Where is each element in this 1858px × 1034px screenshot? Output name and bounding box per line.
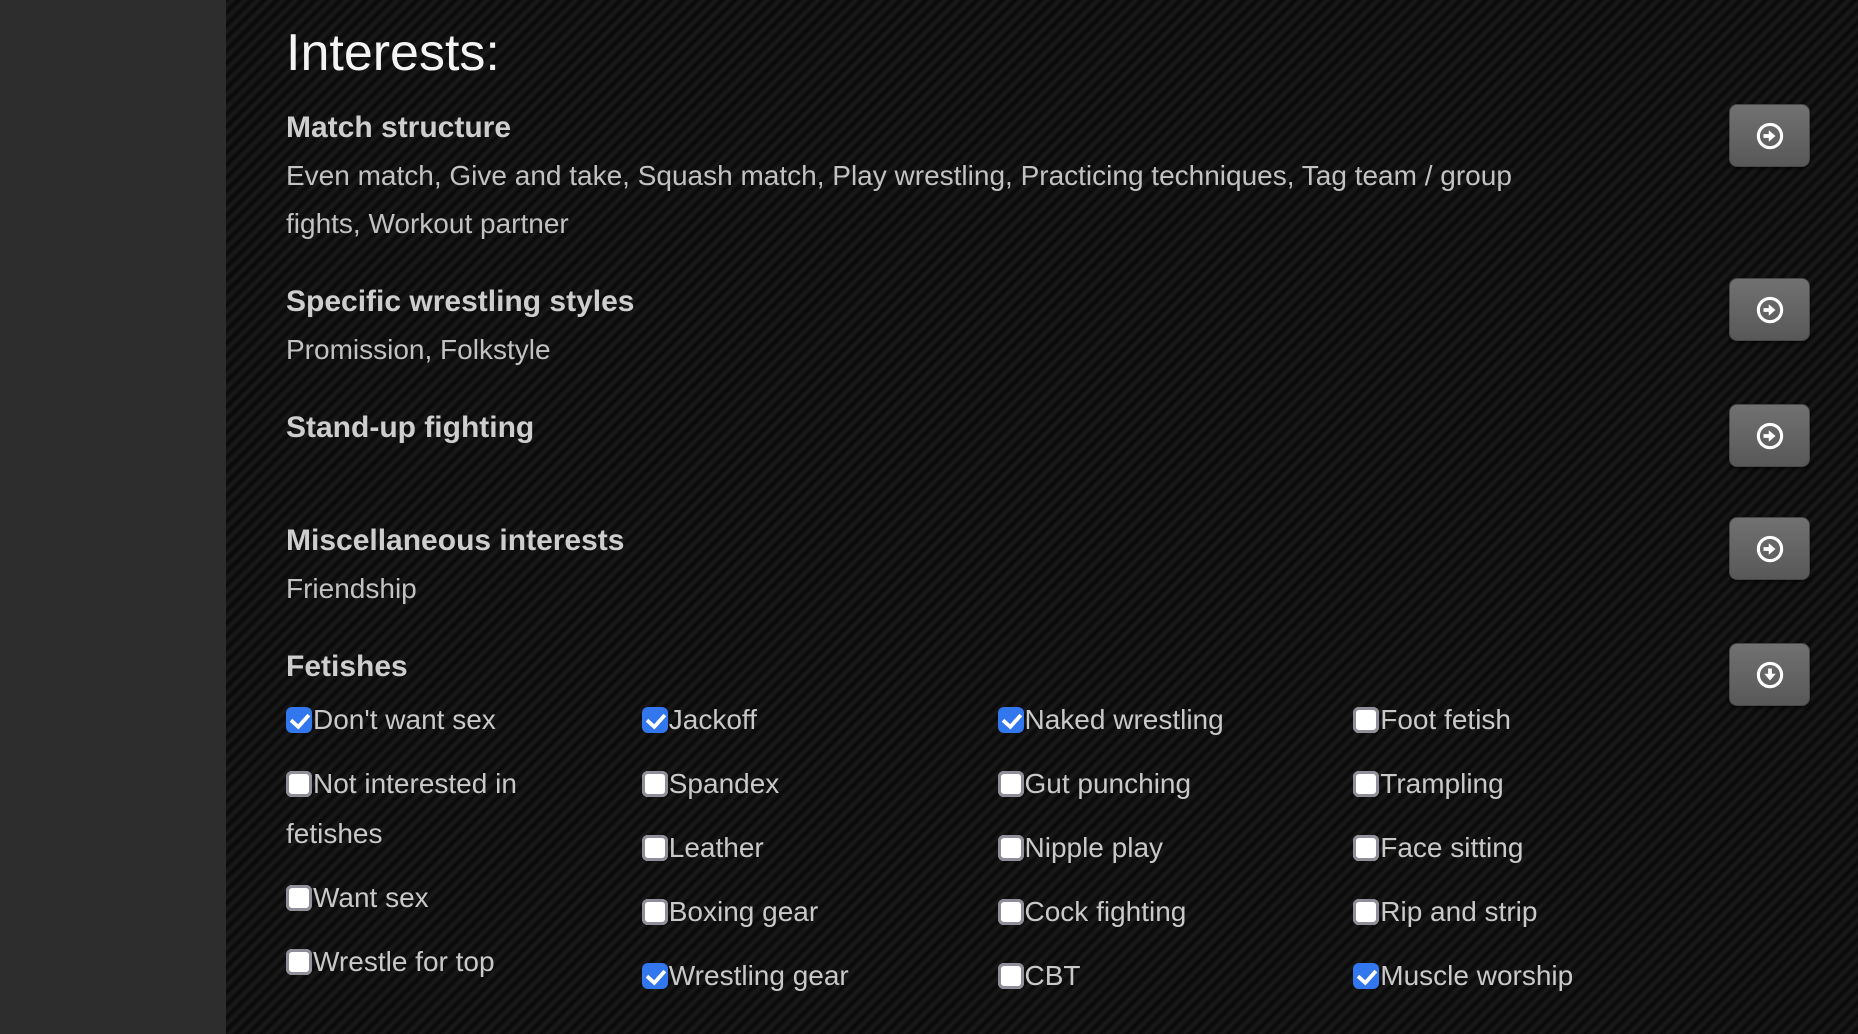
checkbox-column-1	[286, 695, 642, 1015]
fetish-option-rip-and-strip[interactable]	[1353, 887, 1669, 937]
checkbox-icon[interactable]	[642, 835, 668, 861]
checkbox-icon[interactable]	[642, 771, 668, 797]
checkbox-icon[interactable]	[642, 707, 668, 733]
fetish-option-want-sex[interactable]	[286, 873, 602, 923]
checkbox-label: Rip and strip	[1380, 896, 1538, 927]
fetish-option-gut-punching[interactable]	[998, 759, 1314, 809]
fetish-option-trampling[interactable]	[1353, 759, 1669, 809]
section-description: Friendship	[286, 573, 417, 604]
checkbox-label: Wrestling gear	[668, 960, 849, 991]
section-title: Miscellaneous interests	[286, 524, 625, 557]
section-specific-wrestling-styles	[286, 278, 1810, 374]
checkbox-icon[interactable]	[1353, 835, 1379, 861]
checkbox-label: Foot fetish	[1380, 704, 1511, 735]
section-title: Stand-up fighting	[286, 411, 535, 444]
checkbox-label: Not interested in fetishes	[286, 768, 517, 849]
section-title: Fetishes	[286, 650, 408, 683]
checkbox-column-4	[1353, 695, 1709, 1015]
checkbox-icon[interactable]	[998, 899, 1024, 925]
fetish-option-muscle-worship[interactable]	[1353, 951, 1669, 1001]
checkbox-label: Leather	[668, 832, 764, 863]
checkbox-label: Want sex	[313, 882, 429, 913]
section-description: Even match, Give and take, Squash match, Play wrestling, Practicing techniques, Tag team / group fights, Workout partner	[286, 160, 1512, 239]
left-sidebar	[0, 0, 226, 1034]
checkbox-label: CBT	[1024, 960, 1081, 991]
specific-wrestling-styles-expand-button[interactable]	[1729, 278, 1810, 341]
checkbox-label: Gut punching	[1024, 768, 1192, 799]
checkbox-label: Nipple play	[1024, 832, 1164, 863]
fetish-option-wrestling-gear[interactable]	[642, 951, 958, 1001]
checkbox-icon[interactable]	[1353, 771, 1379, 797]
section-title: Match structure	[286, 111, 512, 144]
checkbox-icon[interactable]	[1353, 963, 1379, 989]
section-description: Promission, Folkstyle	[286, 334, 551, 365]
checkbox-label: Trampling	[1380, 768, 1504, 799]
match-structure-expand-button[interactable]	[1729, 104, 1810, 167]
checkbox-icon[interactable]	[998, 771, 1024, 797]
fetish-option-spandex[interactable]	[642, 759, 958, 809]
fetishes-scroll-down-button[interactable]	[1729, 643, 1810, 706]
fetish-option-wrestle-for-top[interactable]	[286, 937, 602, 987]
checkbox-label: Face sitting	[1380, 832, 1524, 863]
fetish-option-boxing-gear[interactable]	[642, 887, 958, 937]
checkbox-icon[interactable]	[286, 771, 312, 797]
interests-panel	[226, 0, 1858, 1034]
fetish-option-cbt[interactable]	[998, 951, 1314, 1001]
fetish-option-cock-fighting[interactable]	[998, 887, 1314, 937]
section-stand-up-fighting	[286, 404, 1810, 467]
checkbox-label: Jackoff	[668, 704, 757, 735]
checkbox-label: Wrestle for top	[313, 946, 495, 977]
checkbox-column-2	[642, 695, 998, 1015]
fetishes-checkbox-grid	[286, 695, 1709, 1015]
checkbox-icon[interactable]	[286, 707, 312, 733]
checkbox-icon[interactable]	[1353, 899, 1379, 925]
fetish-option-naked-wrestling[interactable]	[998, 695, 1314, 745]
arrow-right-circle-icon	[1755, 295, 1785, 325]
checkbox-icon[interactable]	[642, 899, 668, 925]
checkbox-icon[interactable]	[286, 949, 312, 975]
checkbox-label: Spandex	[668, 768, 780, 799]
section-title: Specific wrestling styles	[286, 285, 635, 318]
fetish-option-dont-want-sex[interactable]	[286, 695, 602, 745]
section-miscellaneous-interests	[286, 517, 1810, 613]
checkbox-icon[interactable]	[1353, 707, 1379, 733]
miscellaneous-interests-expand-button[interactable]	[1729, 517, 1810, 580]
checkbox-icon[interactable]	[998, 707, 1024, 733]
checkbox-label: Muscle worship	[1380, 960, 1574, 991]
fetish-option-face-sitting[interactable]	[1353, 823, 1669, 873]
checkbox-column-3	[998, 695, 1354, 1015]
checkbox-label: Cock fighting	[1024, 896, 1187, 927]
arrow-down-circle-icon	[1755, 660, 1785, 690]
fetish-option-not-interested-in-fetishes[interactable]	[286, 759, 602, 859]
arrow-right-circle-icon	[1755, 121, 1785, 151]
page-title: Interests:	[286, 24, 500, 82]
checkbox-icon[interactable]	[998, 963, 1024, 989]
section-match-structure	[286, 104, 1810, 248]
checkbox-icon[interactable]	[998, 835, 1024, 861]
arrow-right-circle-icon	[1755, 534, 1785, 564]
fetish-option-foot-fetish[interactable]	[1353, 695, 1669, 745]
checkbox-label: Don't want sex	[313, 704, 496, 735]
arrow-right-circle-icon	[1755, 421, 1785, 451]
fetish-option-jackoff[interactable]	[642, 695, 958, 745]
fetish-option-nipple-play[interactable]	[998, 823, 1314, 873]
checkbox-label: Boxing gear	[668, 896, 819, 927]
stand-up-fighting-expand-button[interactable]	[1729, 404, 1810, 467]
checkbox-icon[interactable]	[642, 963, 668, 989]
fetish-option-leather[interactable]	[642, 823, 958, 873]
checkbox-icon[interactable]	[286, 885, 312, 911]
checkbox-label: Naked wrestling	[1024, 704, 1224, 735]
section-fetishes	[286, 643, 1810, 1015]
